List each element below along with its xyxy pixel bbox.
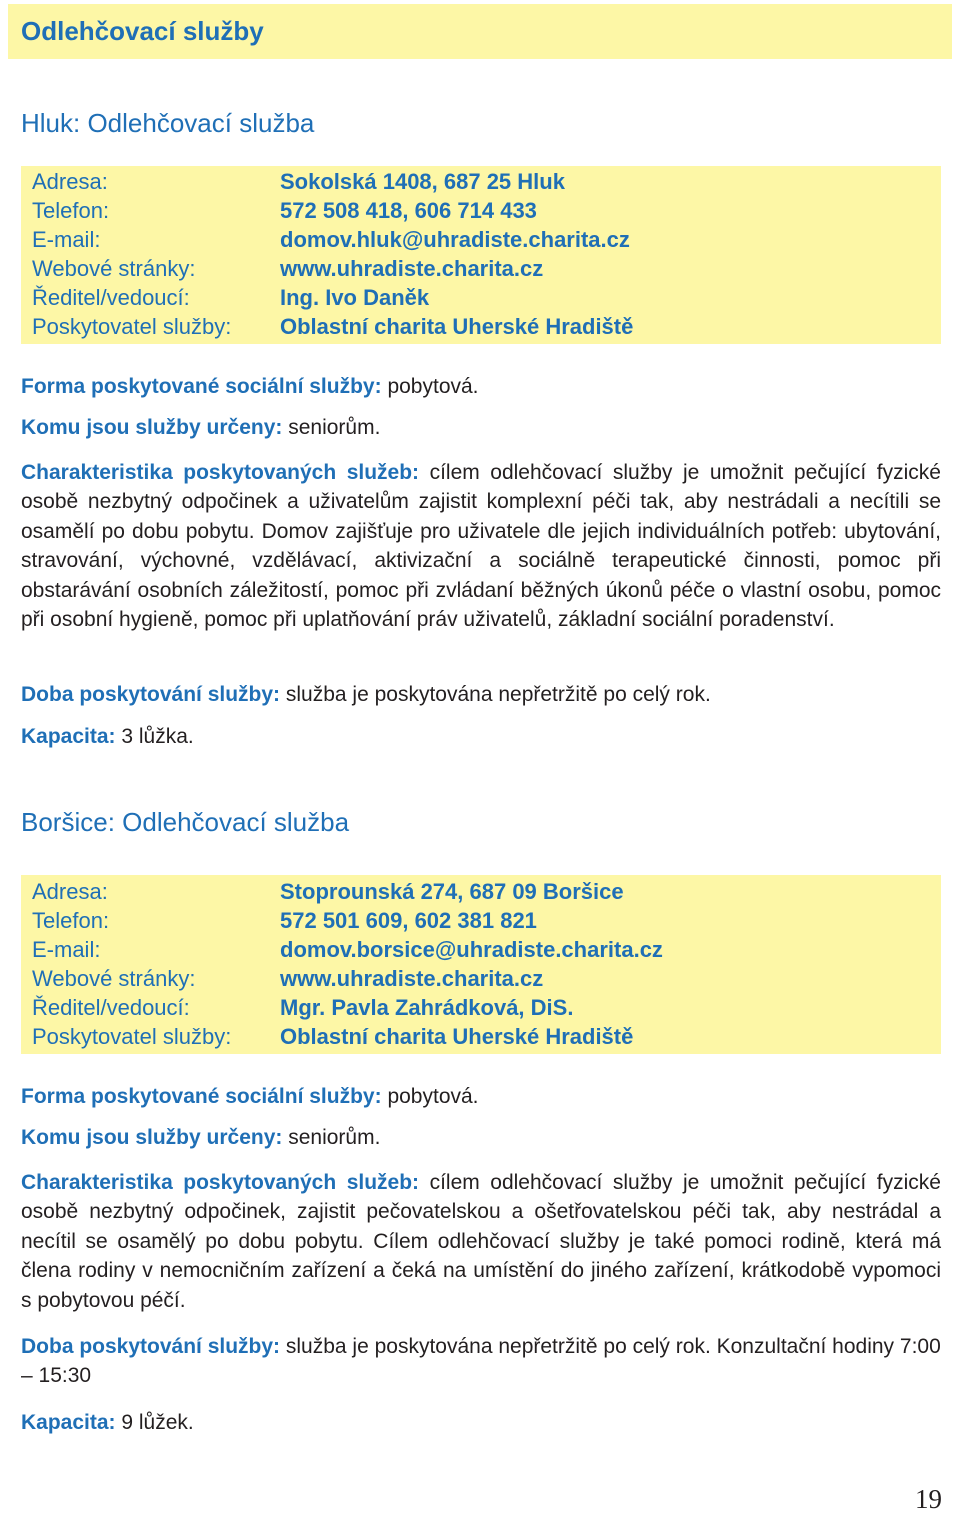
contact-value: Sokolská 1408, 687 25 Hluk — [280, 169, 565, 194]
charakteristika-paragraph — [21, 458, 941, 634]
contact-label: E-mail: — [32, 227, 101, 252]
komu-line — [21, 1123, 380, 1152]
service-title-borsice: Boršice: Odlehčovací služba — [21, 807, 350, 837]
komu-key: Komu jsou služby určeny: — [21, 416, 283, 439]
doba-line — [21, 680, 711, 709]
contact-box-hluk — [21, 166, 941, 344]
komu-value: seniorům. — [282, 416, 381, 439]
contact-label: Adresa: — [32, 169, 108, 194]
komu-key: Komu jsou služby určeny: — [21, 1126, 283, 1149]
doba-value: služba je poskytována nepřetržitě po celý rok. Konzultační hodiny 7:00 – 15:30 — [21, 1335, 941, 1388]
contact-value: Oblastní charita Uherské Hradiště — [280, 1024, 634, 1049]
contact-label: Webové stránky: — [32, 256, 196, 281]
page-number: 19 — [915, 1484, 942, 1514]
contact-label: Ředitel/vedoucí: — [32, 285, 190, 310]
contact-label: Adresa: — [32, 879, 108, 904]
contact-value: 572 501 609, 602 381 821 — [280, 908, 537, 933]
contact-value: 572 508 418, 606 714 433 — [280, 198, 537, 223]
contact-value: Oblastní charita Uherské Hradiště — [280, 314, 634, 339]
charakteristika-key: Charakteristika poskytovaných služeb: — [21, 461, 420, 484]
doba-key: Doba poskytování služby: — [21, 1335, 281, 1358]
forma-value: pobytová. — [381, 1085, 479, 1108]
contact-label: Webové stránky: — [32, 966, 196, 991]
contact-value: www.uhradiste.charita.cz — [280, 256, 544, 281]
contact-value: www.uhradiste.charita.cz — [280, 966, 544, 991]
contact-value: Mgr. Pavla Zahrádková, DiS. — [280, 995, 574, 1020]
contact-value: domov.hluk@uhradiste.charita.cz — [280, 227, 630, 252]
kapacita-key: Kapacita: — [21, 1411, 116, 1434]
contact-value: Ing. Ivo Daněk — [280, 285, 430, 310]
contact-label: E-mail: — [32, 937, 101, 962]
forma-key: Forma poskytované sociální služby: — [21, 375, 382, 398]
charakteristika-key: Charakteristika poskytovaných služeb: — [21, 1171, 420, 1194]
charakteristika-paragraph — [21, 1168, 941, 1315]
service-title-hluk: Hluk: Odlehčovací služba — [21, 108, 315, 138]
contact-value: Stoprounská 274, 687 09 Boršice — [280, 879, 624, 904]
contact-value: domov.borsice@uhradiste.charita.cz — [280, 937, 663, 962]
contact-label: Ředitel/vedoucí: — [32, 995, 190, 1020]
forma-value: pobytová. — [381, 375, 479, 398]
contact-box-borsice — [21, 875, 941, 1054]
forma-line — [21, 372, 479, 401]
charakteristika-value: cílem odlehčovací služby je umožnit pečující fyzické osobě nezbytný odpočinek a uživatelům zajistit komplexní péči tak, aby nestrádali a necítili se osamělí po dobu pobytu. Domov zajišťuje pro uživatele dle jejich individuálních potřeb: ubytování, stravování, výchovné, vzdělávací, aktivizační a sociálně terapeutické činnosti, pomoc při obstarávání osobních záležitostí, pomoc při zvládaní běžných úkonů péče o vlastní osobu, pomoc při osobní hygieně, pomoc při uplatňování práv uživatelů, základní sociální poradenství. — [21, 461, 941, 632]
forma-line — [21, 1082, 479, 1111]
kapacita-value: 3 lůžka. — [115, 725, 194, 748]
kapacita-line — [21, 1408, 194, 1437]
komu-line — [21, 413, 380, 442]
kapacita-value: 9 lůžek. — [115, 1411, 194, 1434]
contact-label: Telefon: — [32, 198, 110, 223]
section-title: Odlehčovací služby — [21, 16, 264, 46]
contact-label: Poskytovatel služby: — [32, 1024, 232, 1049]
doba-key: Doba poskytování služby: — [21, 683, 281, 706]
contact-label: Poskytovatel služby: — [32, 314, 232, 339]
forma-key: Forma poskytované sociální služby: — [21, 1085, 382, 1108]
section-header — [8, 4, 952, 59]
doba-value: služba je poskytována nepřetržitě po celý rok. — [280, 683, 711, 706]
doba-paragraph — [21, 1332, 941, 1391]
komu-value: seniorům. — [282, 1126, 381, 1149]
charakteristika-value: cílem odlehčovací služby je umožnit pečující fyzické osobě nezbytný odpočinek, zajistit pečovatelskou a ošetřovatelskou péči tak, aby nestrádal a necítil se osamělý po dobu pobytu. Cílem odlehčovací služby je také pomoci rodině, která má člena rodiny v nemocničním zařízení a čeká na umístění do jiného zařízení, krátkodobě vypomoci s pobytovou péčí. — [21, 1171, 941, 1312]
kapacita-key: Kapacita: — [21, 725, 116, 748]
kapacita-line — [21, 722, 194, 751]
contact-label: Telefon: — [32, 908, 110, 933]
